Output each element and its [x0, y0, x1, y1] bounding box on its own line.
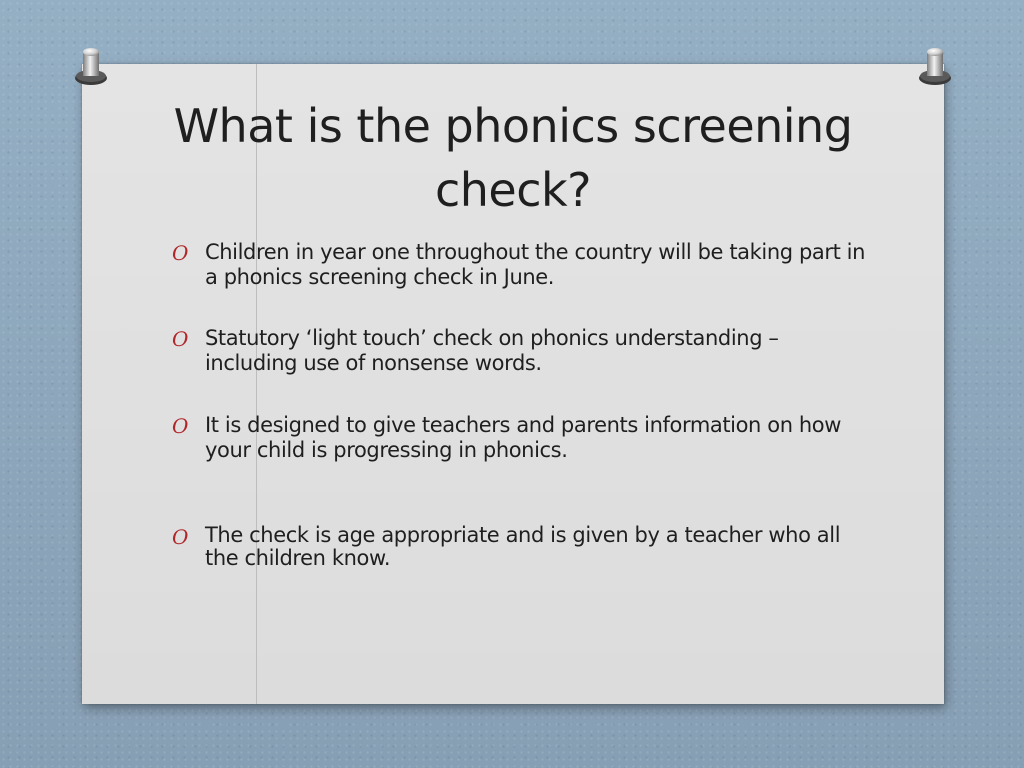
bullet-marker: O [172, 327, 189, 351]
bullet-text: It is designed to give teachers and parents information on how your child is progressing in phonics. [205, 413, 842, 462]
list-item [166, 326, 866, 376]
slide-title: What is the phonics screening check? [173, 99, 853, 217]
bullet-marker: O [172, 525, 189, 549]
push-pin-icon [68, 40, 114, 90]
bullet-text: The check is age appropriate and is given by a teacher who all the children know. [205, 523, 841, 570]
slide-paper [82, 64, 944, 704]
bullet-marker: O [172, 414, 189, 438]
push-pin-icon [912, 40, 958, 90]
bullet-list [166, 240, 866, 570]
list-item [166, 413, 866, 463]
bullet-text: Children in year one throughout the country will be taking part in a phonics screening check in June. [205, 240, 866, 289]
list-item [166, 240, 866, 290]
bullet-marker: O [172, 241, 189, 265]
bullet-text: Statutory ‘light touch’ check on phonics understanding – including use of nonsense words. [205, 326, 779, 375]
list-item [166, 524, 866, 570]
